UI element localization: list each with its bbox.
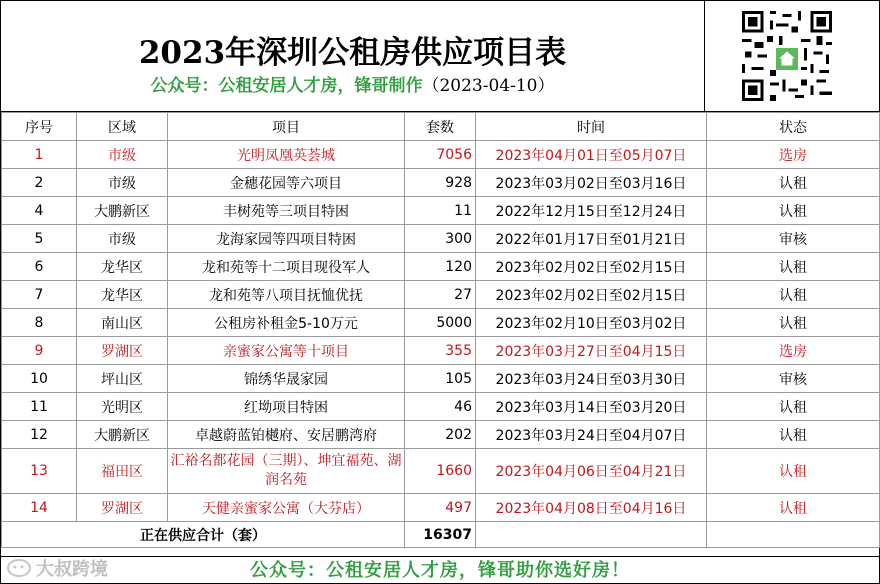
total-label: 正在供应合计（套） — [2, 522, 405, 548]
cell-no: 7 — [2, 281, 77, 309]
cell-units: 46 — [405, 393, 476, 421]
cell-no: 12 — [2, 421, 77, 449]
cell-units: 497 — [405, 494, 476, 522]
cell-units: 27 — [405, 281, 476, 309]
cell-district: 光明区 — [77, 393, 168, 421]
table-row — [2, 197, 880, 225]
table-row — [2, 494, 880, 522]
cell-time: 2023年04月06日至04月21日 — [476, 449, 707, 494]
cell-status: 认租 — [707, 197, 880, 225]
subtitle-date: （2023-04-10） — [422, 76, 555, 96]
total-empty-cell — [707, 522, 880, 548]
header-cell-status: 状态 — [707, 113, 880, 141]
table-row — [2, 449, 880, 494]
cell-project: 天健亲蜜家公寓（大芬店） — [168, 494, 405, 522]
watermark-text: 大叔跨境 — [36, 559, 108, 580]
cell-project: 公租房补租金5-10万元 — [168, 309, 405, 337]
cell-status: 认租 — [707, 309, 880, 337]
cell-project: 汇裕名都花园（三期）、坤宜福苑、湖润名苑 — [168, 449, 405, 494]
cell-time: 2023年03月24日至03月30日 — [476, 365, 707, 393]
table-row — [2, 169, 880, 197]
footer-slogan: 公众号：公租安居人才房，锋哥助你选好房！ — [250, 560, 630, 581]
cell-district: 坪山区 — [77, 365, 168, 393]
cell-time: 2023年04月08日至04月16日 — [476, 494, 707, 522]
cell-status: 认租 — [707, 393, 880, 421]
cell-district: 大鹏新区 — [77, 197, 168, 225]
cell-project: 红坳项目特困 — [168, 393, 405, 421]
cell-units: 1660 — [405, 449, 476, 494]
cell-units: 120 — [405, 253, 476, 281]
cell-units: 355 — [405, 337, 476, 365]
cell-time: 2023年04月01日至05月07日 — [476, 141, 707, 169]
table-row — [2, 421, 880, 449]
cell-district: 龙华区 — [77, 281, 168, 309]
cell-no: 10 — [2, 365, 77, 393]
cell-status: 认租 — [707, 449, 880, 494]
table-row — [2, 365, 880, 393]
header-cell-units: 套数 — [405, 113, 476, 141]
cell-project: 龙海家园等四项目特困 — [168, 225, 405, 253]
cell-no: 4 — [2, 197, 77, 225]
cell-units: 928 — [405, 169, 476, 197]
cell-units: 7056 — [405, 141, 476, 169]
cell-district: 市级 — [77, 169, 168, 197]
cell-units: 11 — [405, 197, 476, 225]
cell-time: 2023年03月02日至03月16日 — [476, 169, 707, 197]
cell-no: 2 — [2, 169, 77, 197]
cell-status: 审核 — [707, 225, 880, 253]
cell-no: 9 — [2, 337, 77, 365]
cell-time: 2023年02月02日至02月15日 — [476, 253, 707, 281]
subtitle — [1, 71, 704, 96]
cell-district: 南山区 — [77, 309, 168, 337]
cell-district: 罗湖区 — [77, 494, 168, 522]
header-cell-district: 区域 — [77, 113, 168, 141]
qr-code-icon — [742, 11, 832, 101]
cell-project: 亲蜜家公寓等十项目 — [168, 337, 405, 365]
cell-time: 2023年02月10日至03月02日 — [476, 309, 707, 337]
table-row — [2, 225, 880, 253]
cell-district: 罗湖区 — [77, 337, 168, 365]
cell-district: 市级 — [77, 141, 168, 169]
table-header-row — [2, 113, 880, 141]
cell-units: 5000 — [405, 309, 476, 337]
cell-time: 2023年03月24日至04月07日 — [476, 421, 707, 449]
header-cell-no: 序号 — [2, 113, 77, 141]
table-row — [2, 309, 880, 337]
table-row — [2, 253, 880, 281]
watermark-logo-icon — [6, 557, 32, 579]
cell-project: 金穗花园等六项目 — [168, 169, 405, 197]
table-row — [2, 393, 880, 421]
cell-time: 2023年02月02日至02月15日 — [476, 281, 707, 309]
header-cell-time: 时间 — [476, 113, 707, 141]
cell-units: 202 — [405, 421, 476, 449]
total-value: 16307 — [405, 522, 476, 548]
total-empty-cell — [476, 522, 707, 548]
cell-status: 选房 — [707, 141, 880, 169]
cell-no: 11 — [2, 393, 77, 421]
cell-project: 光明凤凰英荟城 — [168, 141, 405, 169]
cell-status: 认租 — [707, 253, 880, 281]
cell-status: 认租 — [707, 494, 880, 522]
cell-no: 5 — [2, 225, 77, 253]
cell-no: 13 — [2, 449, 77, 494]
cell-no: 1 — [2, 141, 77, 169]
header — [1, 1, 704, 111]
cell-time: 2022年12月15日至12月24日 — [476, 197, 707, 225]
cell-district: 福田区 — [77, 449, 168, 494]
cell-units: 300 — [405, 225, 476, 253]
cell-status: 选房 — [707, 337, 880, 365]
subtitle-account: 公众号：公租安居人才房，锋哥制作 — [150, 76, 423, 96]
cell-project: 锦绣华晟家园 — [168, 365, 405, 393]
cell-no: 8 — [2, 309, 77, 337]
cell-no: 14 — [2, 494, 77, 522]
total-row — [2, 522, 880, 548]
table-row — [2, 281, 880, 309]
cell-project: 卓越蔚蓝铂樾府、安居鹏湾府 — [168, 421, 405, 449]
cell-project: 龙和苑等八项目抚恤优抚 — [168, 281, 405, 309]
cell-status: 认租 — [707, 169, 880, 197]
cell-district: 市级 — [77, 225, 168, 253]
cell-project: 丰树苑等三项目特困 — [168, 197, 405, 225]
cell-status: 认租 — [707, 421, 880, 449]
cell-time: 2022年01月17日至01月21日 — [476, 225, 707, 253]
cell-time: 2023年03月14日至03月20日 — [476, 393, 707, 421]
page-title: 2023年深圳公租房供应项目表 — [138, 35, 567, 71]
cell-district: 大鹏新区 — [77, 421, 168, 449]
supply-table — [1, 112, 880, 548]
cell-units: 105 — [405, 365, 476, 393]
cell-status: 审核 — [707, 365, 880, 393]
cell-status: 认租 — [707, 281, 880, 309]
cell-project: 龙和苑等十二项目现役军人 — [168, 253, 405, 281]
cell-no: 6 — [2, 253, 77, 281]
table-row — [2, 141, 880, 169]
header-cell-project: 项目 — [168, 113, 405, 141]
cell-time: 2023年03月27日至04月15日 — [476, 337, 707, 365]
cell-district: 龙华区 — [77, 253, 168, 281]
qr-box — [704, 1, 880, 111]
table-row — [2, 337, 880, 365]
